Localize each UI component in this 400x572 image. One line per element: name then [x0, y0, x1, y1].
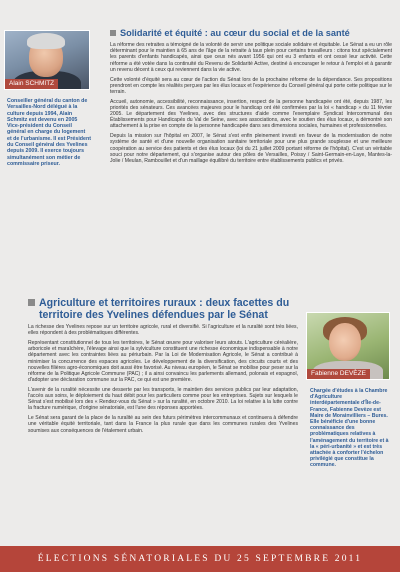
section-agriculture-heading: [28, 297, 298, 321]
candidate-profile-schmitz: [4, 30, 96, 167]
paragraph: Depuis la mission sur l'hôpital en 2007, le Sénat s'est enfin pleinement investi en faveur de la modernisation de notre système de santé et d'une nouvelle organisation sanitaire territoriale pour une plus grande souplesse et une meilleure coopération au service des patients et des élus locaux (loi du 21 juillet 2009 portant réforme de l'hôpital). C'est un véritable souci pour notre département, qui s'organise autour des pôles de Versailles, Poissy / Saint-Germain-en-Laye, Mantes-la-Jolie / Meulan, Rambouillet et d'un maillage équilibré du territoire entre établissements publics et privés.: [110, 133, 392, 164]
paragraph: Accueil, autonomie, accessibilité, reconnaissance, insertion, respect de la personne handicapée ont été, depuis 1987, les priorités des sénateurs. Ces avancées majeures pour le handicap ont été confirmées par la loi « handicap » du 11 février 2005. Le département des Yvelines, avec des structures d'aide comme l'exemplaire Syndicat Intercommunal des Établissements pour Handicapés du Val de Seine, avec ses associations, avec le soutien des élus locaux, a démontré son attachement à la prise en compte de la personne handicapée dans ses dimensions sociales, humaines et professionnelles.: [110, 98, 392, 130]
section-heading: [110, 28, 392, 39]
name-tag: Fabienne DEVÈZE: [307, 369, 370, 379]
section-title: Agriculture et territoires ruraux : deux facettes du territoire des Yvelines défendues par le Sénat: [39, 297, 290, 321]
profile-caption: Chargée d'études à la Chambre d'Agriculture interdépartementale d'Île-de-France, Fabienne Devèze est Maire de Morainvilliers – Bures. Elle bénéficie d'une bonne connaissance des problématiques relatives à l'aménagement du territoire et à la « péri-urbanité » et est très attachée à conforter l'échelon privilégié que constitue la commune.: [310, 388, 389, 469]
section-agriculture: [28, 324, 298, 437]
profile-caption: Conseiller général du canton de Versailles-Nord délégué à la culture depuis 1994, Alain Schmitz est devenu en 2005 Vice-président du Conseil général en charge du logement et de l'urbanisme. Il est Président du Conseil général des Yvelines depuis 2009. Il exerce toujours simultanément son métier de commissaire priseur.: [7, 98, 91, 167]
paragraph: La richesse des Yvelines repose sur un territoire agricole, rural et diversifié. Si l'agriculture et la ruralité sont très liées, elles répondent à des problématiques différentes.: [28, 324, 298, 337]
paragraph: L'avenir de la ruralité nécessite une desserte par les transports, le maintien des services publics par leur adaptation, l'accès aux soins, le déploiement du haut débit pour les particuliers comme pour les entreprises. Sujets sur lesquels le Sénat s'est mobilisé lors des « Rendez-vous du Sénat » sur la ruralité, en octobre 2010. La loi relative à la lutte contre la fracture numérique, d'origine sénatoriale, est l'une des réponses apportées.: [28, 386, 298, 412]
section-title: Solidarité et équité : au cœur du social et de la santé: [120, 28, 350, 38]
bullet-square-icon: [28, 299, 35, 306]
candidate-profile-deveze: [306, 312, 394, 469]
section-solidarite: [110, 28, 392, 168]
portrait-photo-deveze: [306, 312, 390, 380]
portrait-photo-schmitz: [4, 30, 90, 90]
footer-banner: ÉLECTIONS SÉNATORIALES DU 25 SEPTEMBRE 2011: [0, 546, 400, 572]
paragraph: Le Sénat sera garant de la place de la ruralité au sein des futurs périmètres intercommunaux et continuera à défendre une véritable équité territoriale, tant dans la France la plus rurale que dans les communes rurales des Yvelines soumises aux conséquences de l'étalement urbain.: [28, 415, 298, 434]
paragraph: La réforme des retraites a témoigné de la volonté de servir une politique sociale solidaire et équitable. Le Sénat a eu un rôle déterminant pour le maintien à 65 ans de l'âge de la retraite à taux plein pour certains travailleurs : citons tout spécialement les parents d'enfants handicapés, ainsi que ceux nés avant 1956 qui ont eu 3 enfants et ont cessé leur activité. Cette réforme a été votée dans la continuité du Revenu de Solidarité Active, destiné à encourager le retour à l'emploi et à garantir un revenu décent à ceux qui reviennent dans la vie active.: [110, 42, 392, 73]
paragraph: Cette volonté d'équité sera au cœur de l'action du Sénat lors de la prochaine réforme de la dépendance. Ses propositions prendront en compte les réalités perçues par les élus locaux et l'expérience du Conseil général qui porte cette politique sur le terrain.: [110, 76, 392, 95]
name-tag: Alain SCHMITZ: [5, 79, 58, 89]
paragraph: Représentant constitutionnel de tous les territoires, le Sénat œuvre pour valoriser leurs atouts. L'agriculture céréalière, arboricole et maraîchère, l'élevage ainsi que la sylviculture constituent une richesse économique indispensable à notre département avec les contraintes liées au périurbain. Par la Loi de Modernisation Agricole, le Sénat a contribué à minimiser la concurrence des espaces agricoles. Le développement de la diversification, des circuits courts et des nouvelles filières agro-économiques doit aussi être favorisé. Au niveau européen, le Sénat se mobilise pour peser sur la réforme de la Politique Agricole Commune (PAC) ; il a ainsi convaincu les parlements allemand, polonais et espagnol, d'adopter une déclaration commune sur la PAC, ce qui est une première.: [28, 339, 298, 384]
bullet-square-icon: [110, 30, 116, 36]
